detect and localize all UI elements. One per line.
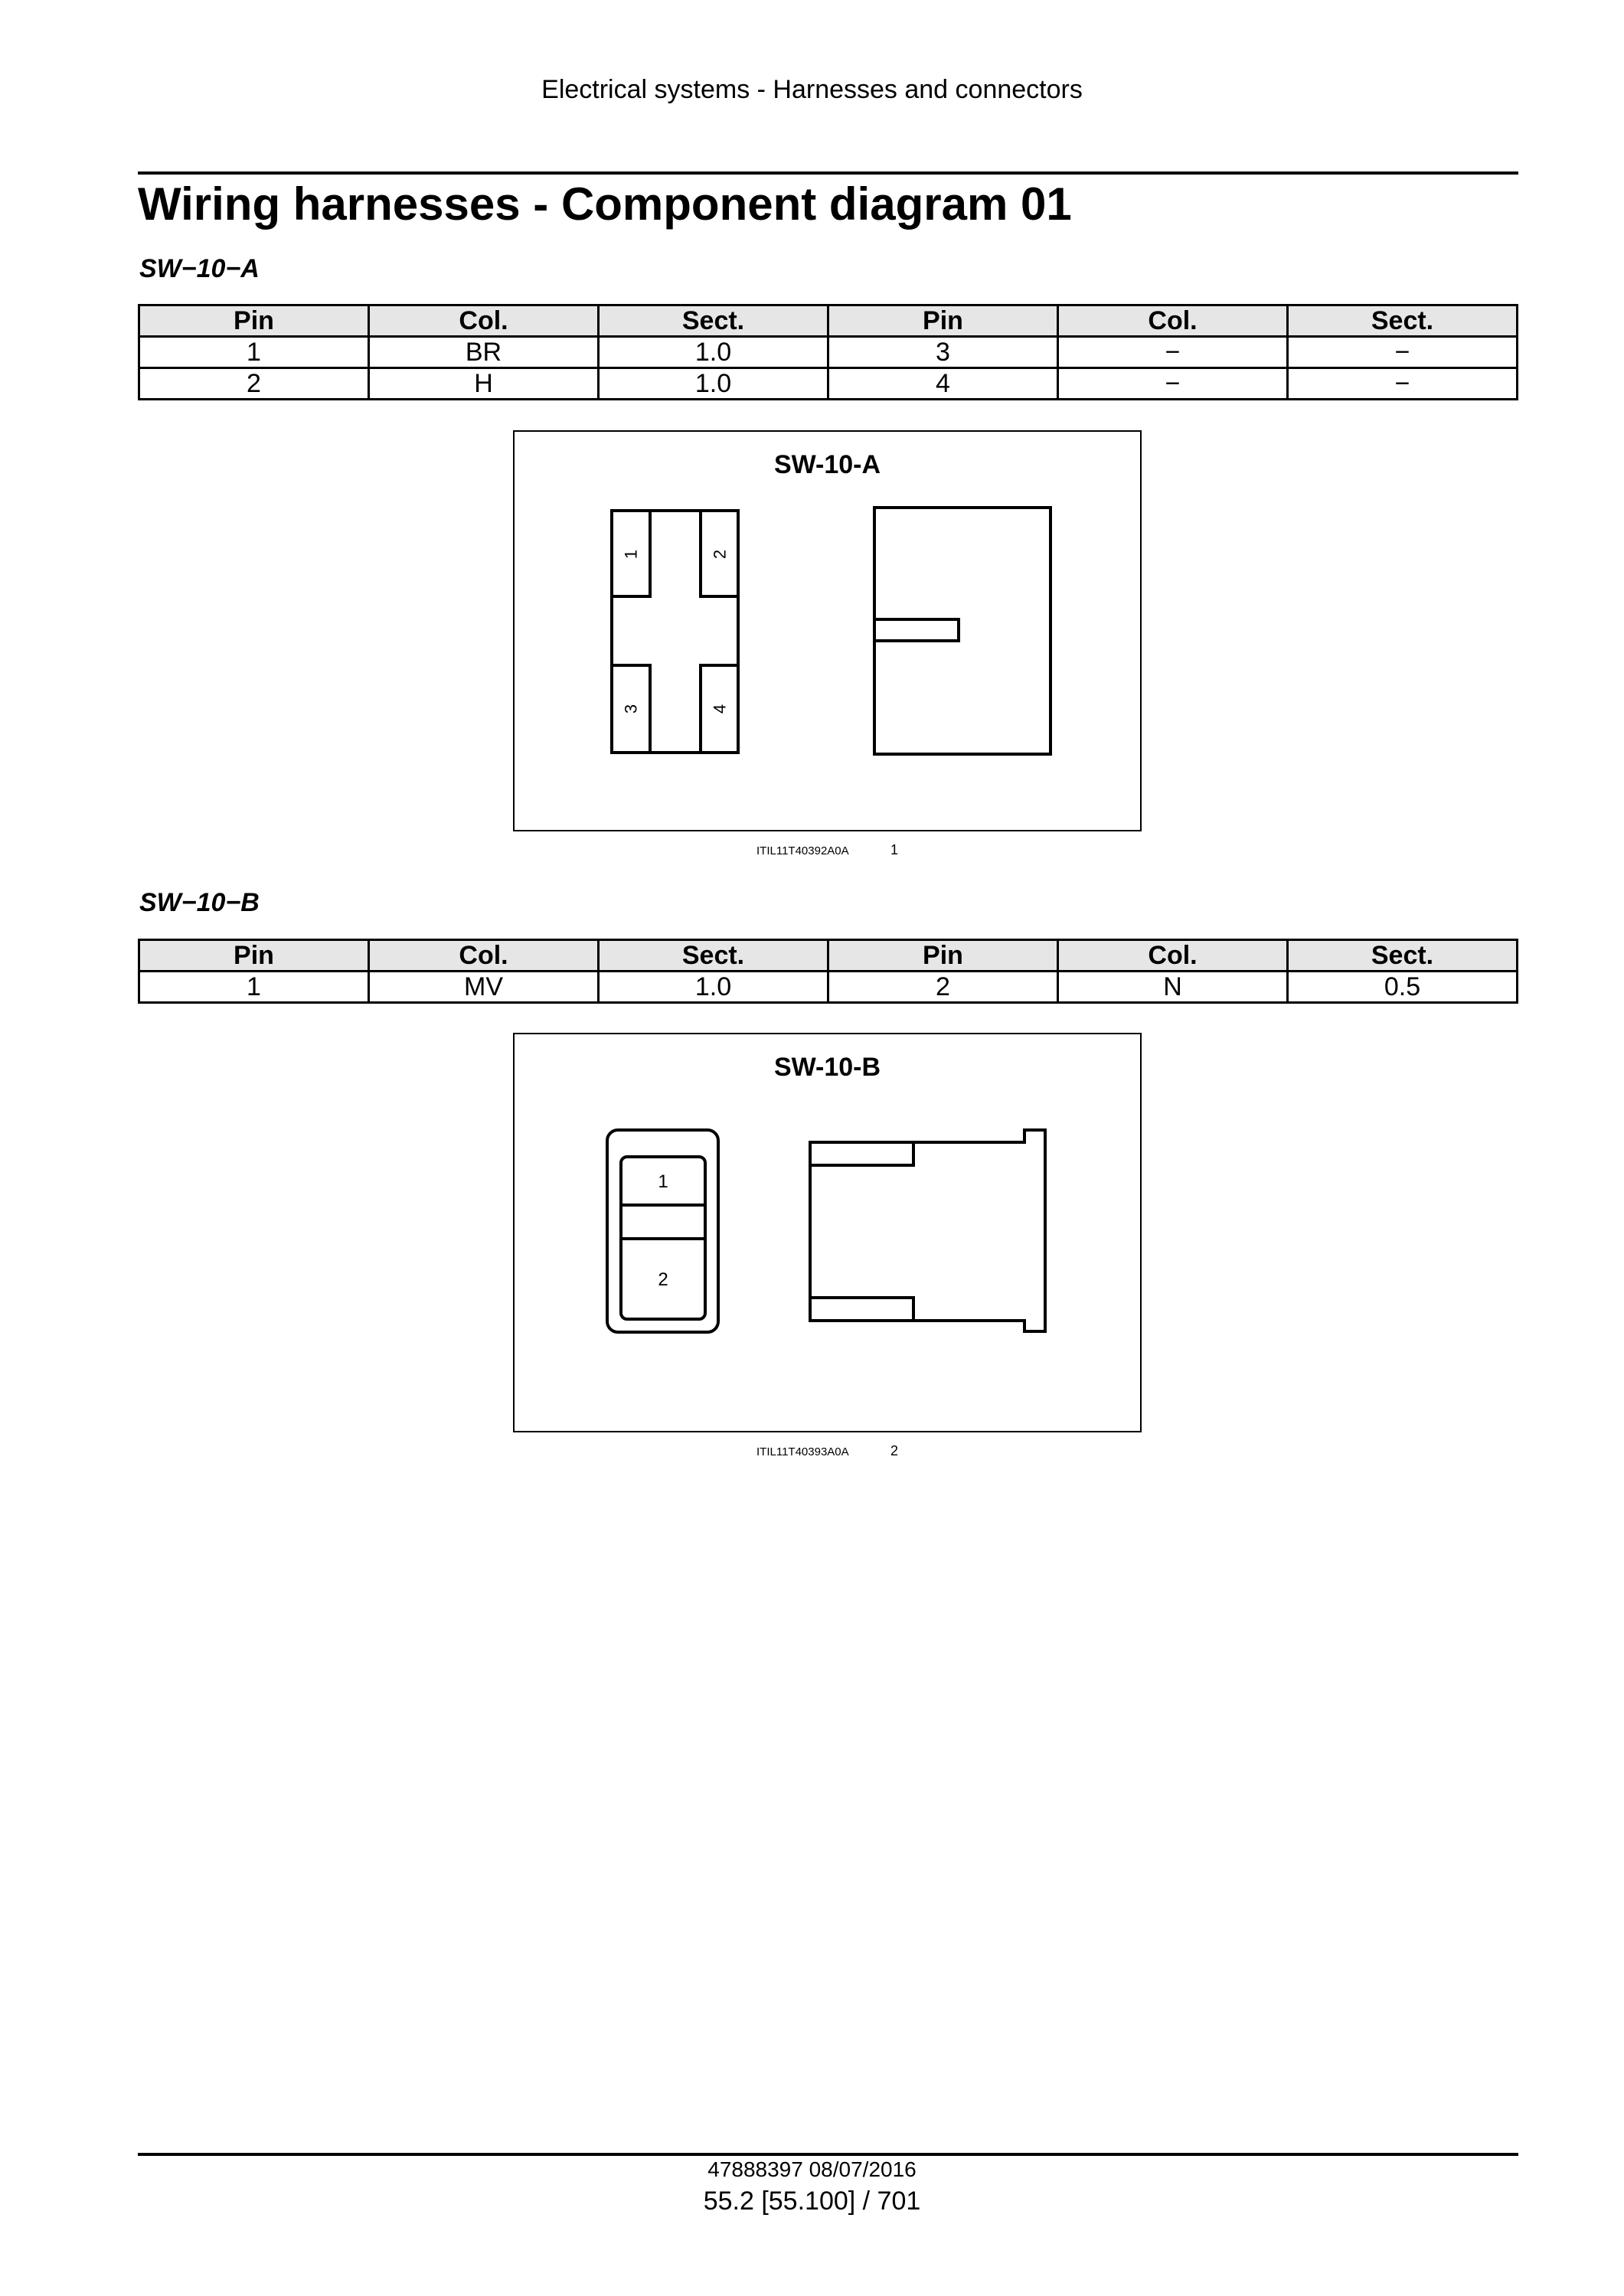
table-cell: BR: [369, 337, 599, 368]
connector-figure-sw-10-a: [513, 430, 1142, 831]
section-label-sw-10-b: SW−10−B: [139, 888, 260, 917]
table-cell: 1: [139, 337, 369, 368]
table-cell: 2: [139, 368, 369, 400]
pin-label: 3: [621, 704, 641, 714]
connector-side-outline: [810, 1130, 1045, 1331]
footer-document-code: 47888397 08/07/2016: [707, 2157, 917, 2181]
table-cell: 0.5: [1288, 972, 1518, 1003]
table-row: [139, 972, 1518, 1003]
table-cell: −: [1288, 337, 1518, 368]
header-sect: Sect.: [599, 940, 828, 972]
connector-face-outline: [607, 1130, 718, 1332]
connector-drawing-sw-10-b: [515, 1034, 1140, 1431]
table-header-row: [139, 940, 1518, 972]
pin-label: 1: [621, 549, 641, 560]
pin-label: 2: [710, 549, 730, 560]
connector-face-outline: [612, 511, 738, 753]
table-cell: 3: [828, 337, 1058, 368]
pin-label: 4: [710, 704, 730, 714]
header-col: Col.: [1058, 940, 1288, 972]
table-cell: MV: [369, 972, 599, 1003]
figure-title: SW-10-A: [773, 450, 881, 479]
table-cell: 1.0: [599, 972, 828, 1003]
connector-latch-bottom: [810, 1298, 913, 1321]
table-header-row: [139, 305, 1518, 337]
table-cell: H: [369, 368, 599, 400]
connector-latch-top: [810, 1142, 913, 1165]
running-header: Electrical systems - Harnesses and connectors: [541, 75, 1083, 104]
table-cell: 1: [139, 972, 369, 1003]
footer-page-number: 55.2 [55.100] / 701: [703, 2187, 921, 2216]
header-col: Col.: [369, 305, 599, 337]
header-sect: Sect.: [599, 305, 828, 337]
header-sect: Sect.: [1288, 305, 1518, 337]
header-pin: Pin: [139, 305, 369, 337]
table-cell: −: [1058, 368, 1288, 400]
table-cell: N: [1058, 972, 1288, 1003]
pin-table-sw-10-a: [138, 304, 1518, 400]
header-col: Col.: [369, 940, 599, 972]
table-row: [139, 368, 1518, 400]
pin-label: 2: [658, 1269, 668, 1290]
connector-figure-sw-10-b: [513, 1033, 1142, 1432]
pin-table-sw-10-b: [138, 939, 1518, 1004]
header-sect: Sect.: [1288, 940, 1518, 972]
header-pin: Pin: [828, 940, 1058, 972]
figure-caption-code: ITIL11T40393A0A: [756, 1445, 849, 1458]
figure-caption-code: ITIL11T40392A0A: [756, 844, 849, 857]
figure-title: SW-10-B: [773, 1053, 881, 1082]
top-divider: [138, 171, 1518, 175]
header-pin: Pin: [828, 305, 1058, 337]
pin-label: 1: [658, 1171, 668, 1192]
table-cell: −: [1288, 368, 1518, 400]
connector-side-outline: [874, 508, 1051, 754]
table-cell: −: [1058, 337, 1288, 368]
section-label-sw-10-a: SW−10−A: [139, 254, 260, 283]
table-cell: 1.0: [599, 368, 828, 400]
bottom-divider: [138, 2153, 1518, 2156]
connector-drawing-sw-10-a: [515, 432, 1140, 830]
table-cell: 2: [828, 972, 1058, 1003]
table-cell: 4: [828, 368, 1058, 400]
table-cell: 1.0: [599, 337, 828, 368]
header-pin: Pin: [139, 940, 369, 972]
figure-number: 2: [890, 1443, 899, 1458]
connector-latch: [874, 619, 959, 641]
header-col: Col.: [1058, 305, 1288, 337]
figure-number: 1: [890, 842, 899, 857]
page-title: Wiring harnesses - Component diagram 01: [138, 178, 1072, 230]
table-row: [139, 337, 1518, 368]
